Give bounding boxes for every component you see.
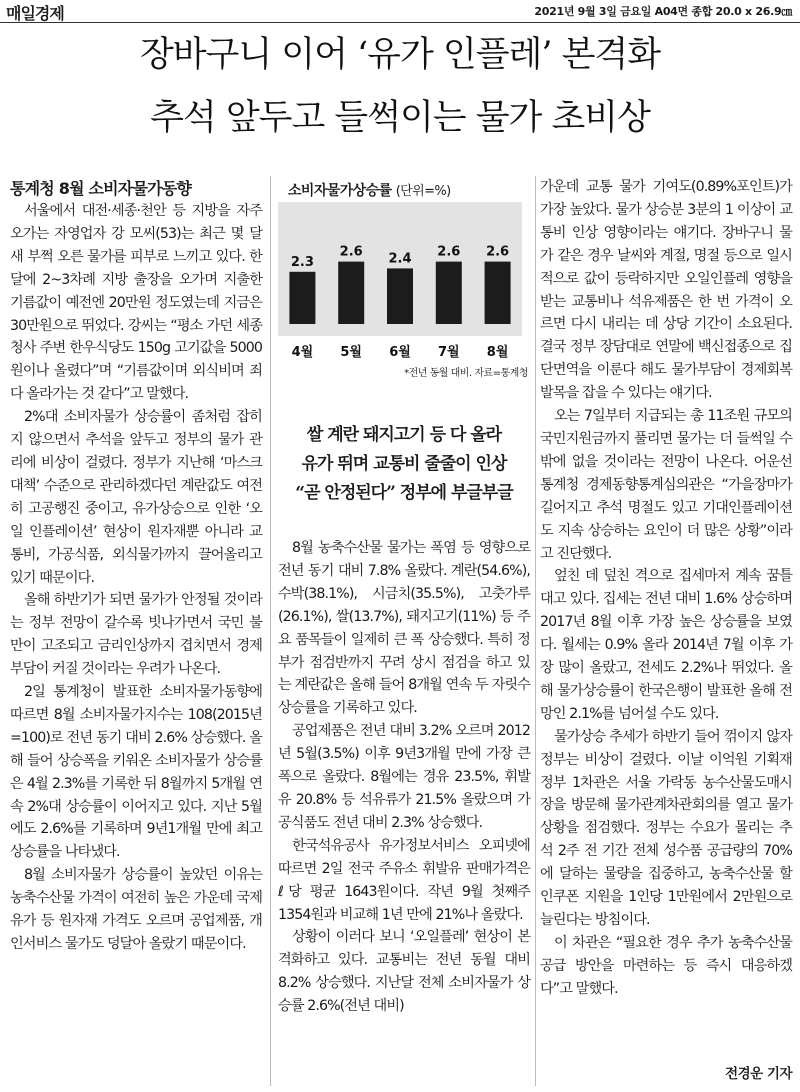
paragraph: 2%대 소비자물가 상승률이 좀처럼 잡히지 않으면서 추석을 앞두고 정부의 물가 관리에 비상이 걸렸다. 정부가 지난해 ‘마스크 대책’ 수준으로 관리하겠다던 계란값도 여전히 고공행진 중이고, 유가상승으로 인한 ‘오일 인플레이션’ 현상이 원자재뿐 아니라 교통비, 가공식품, 외식물가까지 끌어올리고 있기 때문이다.	[10, 409, 262, 586]
chart-value-label: 2.3	[290, 254, 314, 270]
paragraph: 한국석유공사 유가정보서비스 오피넷에 따르면 2일 전국 주유소 휘발유 판매가격은 ℓ당 평균 1643원이다. 작년 9월 첫째주 1354원과 비교해 1년 만에 21%나 올랐다.	[278, 837, 530, 923]
chart-value-label: 2.4	[388, 251, 412, 267]
article-column-3	[540, 176, 792, 1001]
chart-title	[288, 180, 451, 200]
column-divider-2	[535, 176, 536, 1086]
subheadline-line-1: 쌀 계란 돼지고기 등 다 올라	[306, 425, 502, 445]
paragraph: 8월 소비자물가 상승률이 높았던 이유는 농축수산물 가격이 여전히 높은 가운데 국제유가 등 원자재 가격도 오르며 공업제품, 개인서비스 물가도 덩달아 올랐기 때문이다.	[10, 867, 262, 952]
chart-title-text: 소비자물가상승률	[288, 183, 392, 199]
paragraph: 상황이 이러다 보니 ‘오일플레’ 현상이 본격화하고 있다. 교통비는 전년 동월 대비 8.2% 상승했다. 지난달 전체 소비자물가 상승률 2.6%(전년 대비)	[278, 929, 530, 1015]
chart-bar-8월	[485, 262, 511, 324]
paper-name: 매일경제	[6, 4, 64, 23]
chart-category-label: 5월	[340, 345, 363, 360]
chart-category-label: 7월	[437, 345, 460, 360]
paragraph: 오는 7일부터 지급되는 총 11조원 규모의 국민지원금까지 풀리면 물가는 더 들썩일 수밖에 없을 것이라는 전망이 나온다. 어운선 통계청 경제동향통계심의관은 “가을장마가 길어지고 추석 명절도 있고 기대인플레이션도 지속 상승하는 요인이 더 많은 상황”이라고 진단했다.	[540, 408, 792, 562]
paragraph: 8월 농축수산물 물가는 폭염 등 영향으로 전년 동기 대비 7.8% 올랐다. 계란(54.6%), 수박(38.1%), 시금치(35.5%), 고춧가루(26.1%), 쌀(13.7%), 돼지고기(11%) 등 주요 품목들이 일제히 큰 폭 상승했다. 특히 정부가 점검반까지 꾸려 상시 점검을 하고 있는 계란값은 올해 들어 8개월 연속 두 자릿수 상승률을 기록하고 있다.	[278, 540, 530, 717]
inflation-chart	[278, 176, 530, 386]
paragraph: 가운데 교통 물가 기여도(0.89%포인트)가 가장 높았다. 물가 상승분 3분의 1 이상이 교통비 인상 영향이라는 얘기다. 장바구니 물가 같은 경우 날씨와 계절, 명절 등으로 일시적으로 값이 등락하지만 오일인플레 영향을 받는 교통비나 석유제품은 한 번 가격이 오르면 다시 내리는 데 상당 기간이 소요된다. 결국 정부 장담대로 연말에 백신접종으로 집단면역을 이룬다 해도 물가부담이 경제회복 발목을 잡을 수 있다는 얘기다.	[540, 179, 792, 402]
subheadline-line-3: “곧 안정된다” 정부에 부글부글	[295, 483, 513, 503]
chart-bar-6월	[387, 268, 413, 324]
paragraph: 올해 하반기가 되면 물가가 안정될 것이라는 정부 전망이 갈수록 빗나가면서 국민 불만이 고조되고 금리인상까지 겹치면서 경제 부담이 커질 것이라는 우려가 나온다.	[10, 592, 262, 678]
chart-bar-4월	[289, 272, 315, 324]
chart-category-label: 8월	[486, 345, 509, 360]
headline-line-2: 추석 앞두고 들썩이는 물가 초비상	[150, 98, 650, 138]
paragraph: 서울에서 대전·세종·천안 등 지방을 자주 오가는 자영업자 강 모씨(53)는 최근 몇 달 새 부쩍 오른 물가를 피부로 느끼고 있다. 한 달에 2~3차례 지방 출장을 오가며 지출한 기름값이 예전엔 20만원 정도였는데 지금은 30만원으로 뛰었다. 강씨는 “평소 가던 세종청사 주변 한우식당도 150g 고기값을 5000원이나 올렸다”며 “기름값이며 외식비며 죄다 올라가는 것 같다”고 말했다.	[10, 203, 262, 403]
paragraph: 2일 통계청이 발표한 소비자물가동향에 따르면 8월 소비자물가지수는 108(2015년=100)로 전년 동기 대비 2.6% 상승했다. 올해 들어 상승폭을 키워온 소비자물가 상승률은 4월 2.3%를 기록한 뒤 8월까지 5개월 연속 2%대 상승률이 이어지고 있다. 지난 5월에도 2.6%를 기록하며 9년1개월 만에 최고 상승률을 나타냈다.	[10, 684, 262, 861]
subheadline	[278, 421, 530, 508]
chart-value-label: 2.6	[437, 244, 461, 260]
column-divider-1	[270, 176, 271, 1086]
chart-unit: (단위=%)	[395, 184, 451, 199]
headline-line-1: 장바구니 이어 ‘유가 인플레’ 본격화	[139, 35, 661, 75]
paragraph: 엎친 데 덮친 격으로 집세마저 계속 꿈틀대고 있다. 집세는 전년 대비 1.6% 상승하며 2017년 8월 이후 가장 높은 상승률을 보였다. 월세는 0.9% 올라 2014년 7월 이후 가장 많이 올랐고, 전세도 2.2%나 뛰었다. 올해 물가상승률이 한국은행이 발표한 올해 전망인 2.1%를 넘어설 수도 있다.	[540, 568, 792, 722]
chart-category-label: 4월	[291, 345, 314, 360]
masthead	[0, 0, 800, 23]
paragraph: 공업제품은 전년 대비 3.2% 오르며 2012년 5월(3.5%) 이후 9년3개월 만에 가장 큰 폭으로 올랐다. 8월에는 경유 23.5%, 휘발유 20.8% 등 석유류가 21.5% 올랐으며 가공식품도 전년 대비 2.3% 상승했다.	[278, 723, 530, 831]
chart-category-label: 6월	[389, 345, 411, 360]
subheadline-line-2: 유가 뛰며 교통비 줄줄이 인상	[301, 454, 507, 474]
chart-plot	[278, 202, 530, 362]
article-column-2	[278, 537, 530, 1018]
page-info: 2021년 9월 3일 금요일 A04면 종합 20.0 x 26.9㎝	[534, 5, 792, 18]
chart-bar-7월	[436, 262, 462, 324]
kicker: 통계청 8월 소비자물가동향	[10, 179, 192, 198]
chart-bar-5월	[338, 262, 364, 324]
chart-value-label: 2.6	[486, 244, 510, 260]
byline: 전경운 기자	[725, 1066, 792, 1082]
chart-value-label: 2.6	[339, 244, 363, 260]
paragraph: 물가상승 추세가 하반기 들어 꺾이지 않자 정부는 비상이 걸렸다. 이날 이억원 기획재정부 1차관은 서울 가락동 농수산물도매시장을 방문해 물가관계차관회의를 열고 물가 상황을 점검했다. 정부는 수요가 몰리는 추석 2주 전 기간 전체 성수품 공급량의 70%에 달하는 물량을 집중하고, 농축수산물 할인쿠폰 지원을 1인당 1만원에서 2만원으로 늘린다는 방침이다.	[540, 728, 792, 928]
article-column-1	[10, 200, 262, 956]
chart-source-note: *전년 동월 대비. 자료=통계청	[404, 368, 528, 379]
paragraph: 이 차관은 “필요한 경우 추가 농축수산물 공급 방안을 마련하는 등 즉시 대응하겠다”고 말했다.	[540, 934, 792, 997]
